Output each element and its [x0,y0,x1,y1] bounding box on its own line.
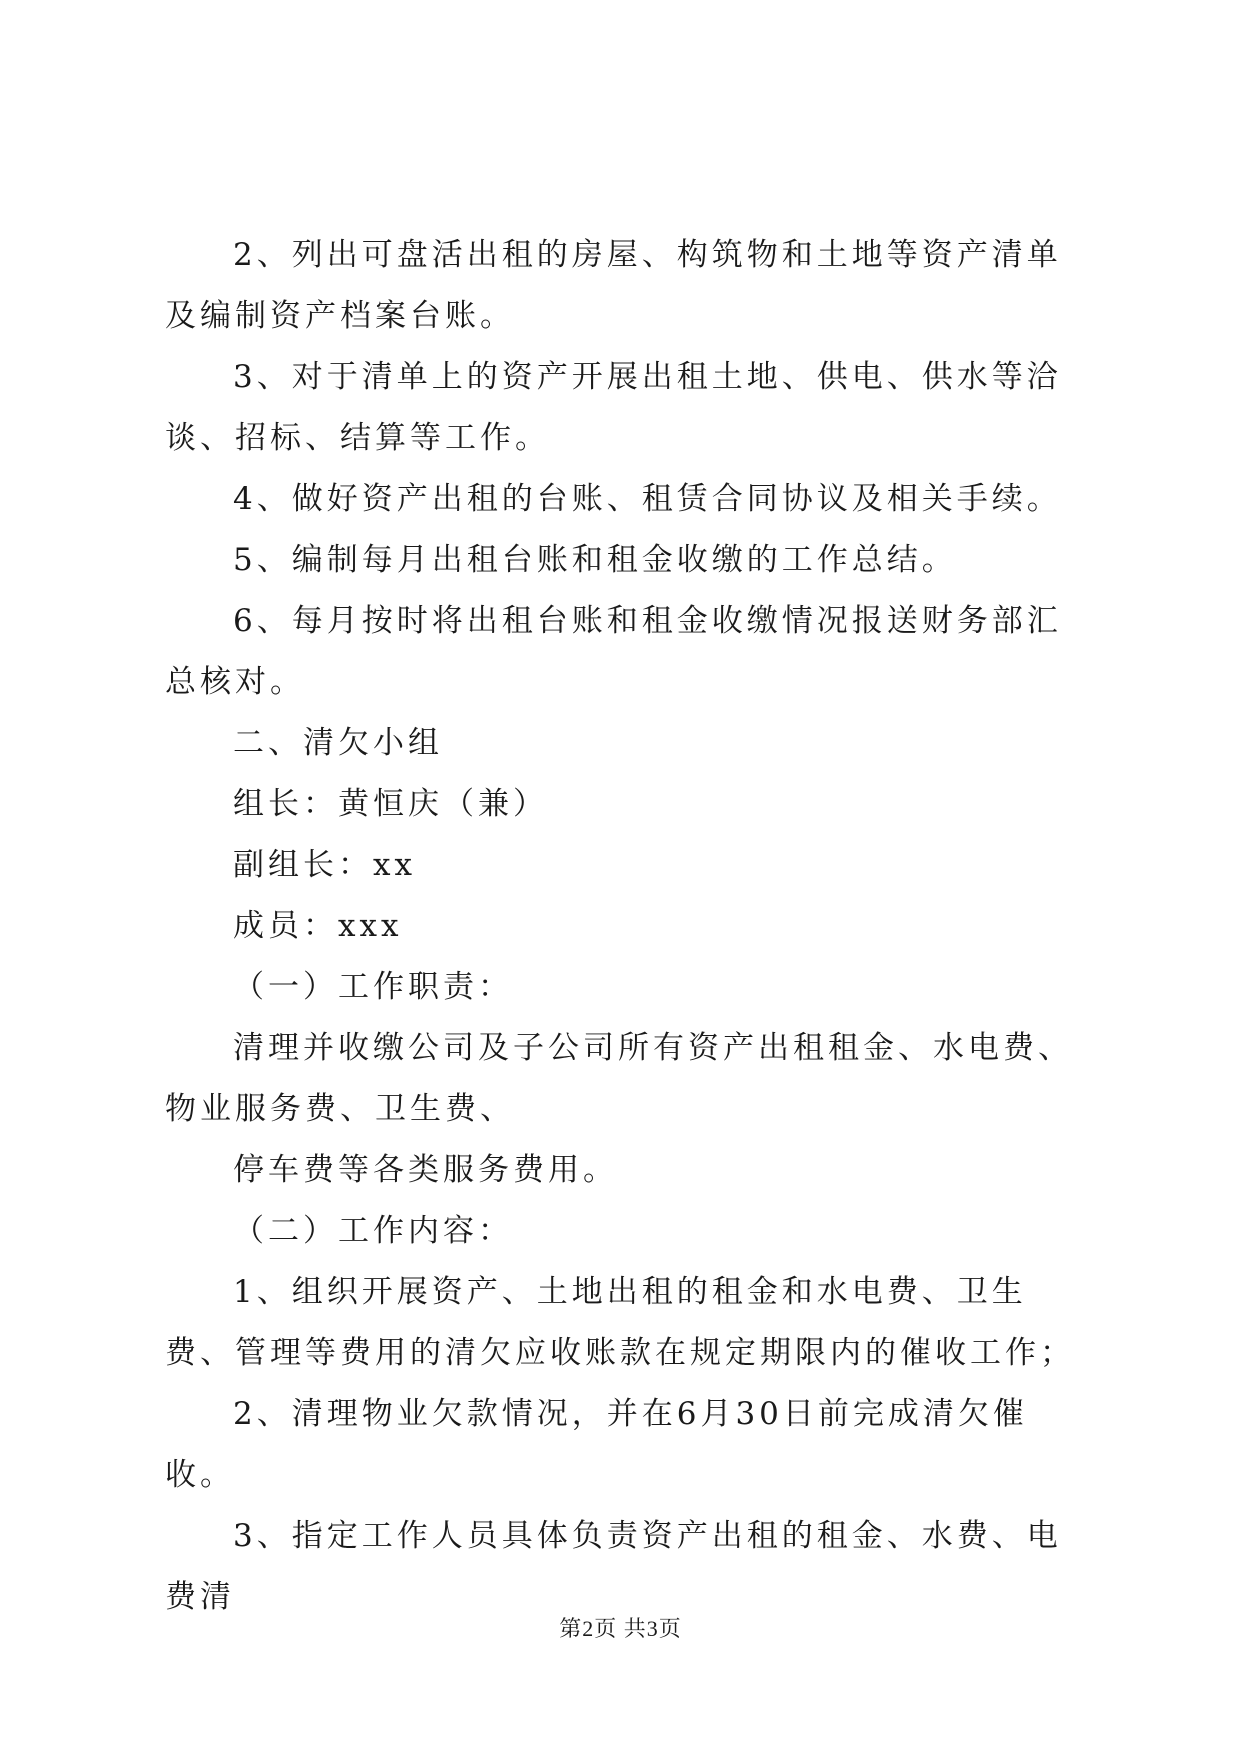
group-leader: 组长：黄恒庆（兼） [233,786,548,822]
deputy-leader: 副组长：xx [233,847,416,883]
section-heading-qingqian: 二、清欠小组 [233,725,443,761]
duties-text: 清理并收缴公司及子公司所有资产出租租金、水电费、物业服务费、卫生费、 [165,1030,1073,1127]
document-body [165,225,1095,1628]
page-number-footer: 第2页 共3页 [559,1616,682,1641]
content-item-3: 3、指定工作人员具体负责资产出租的租金、水费、电费清 [165,1518,1062,1615]
content-item-2: 2、清理物业欠款情况，并在6月30日前完成清欠催收。 [165,1396,1028,1493]
paragraph-item-4: 4、做好资产出租的台账、租赁合同协议及相关手续。 [233,481,1062,517]
duties-text-continued: 停车费等各类服务费用。 [233,1152,618,1188]
paragraph-item-5: 5、编制每月出租台账和租金收缴的工作总结。 [233,542,957,578]
paragraph-item-3: 3、对于清单上的资产开展出租土地、供电、供水等洽谈、招标、结算等工作。 [165,359,1062,456]
paragraph-item-2: 2、列出可盘活出租的房屋、构筑物和土地等资产清单及编制资产档案台账。 [165,237,1062,334]
subheading-duties: （一）工作职责： [233,969,513,1005]
paragraph-item-6: 6、每月按时将出租台账和租金收缴情况报送财务部汇总核对。 [165,603,1062,700]
members: 成员：xxx [233,908,403,944]
subheading-content: （二）工作内容： [233,1213,513,1249]
content-item-1: 1、组织开展资产、土地出租的租金和水电费、卫生费、管理等费用的清欠应收账款在规定期限内的催收工作； [165,1274,1075,1371]
